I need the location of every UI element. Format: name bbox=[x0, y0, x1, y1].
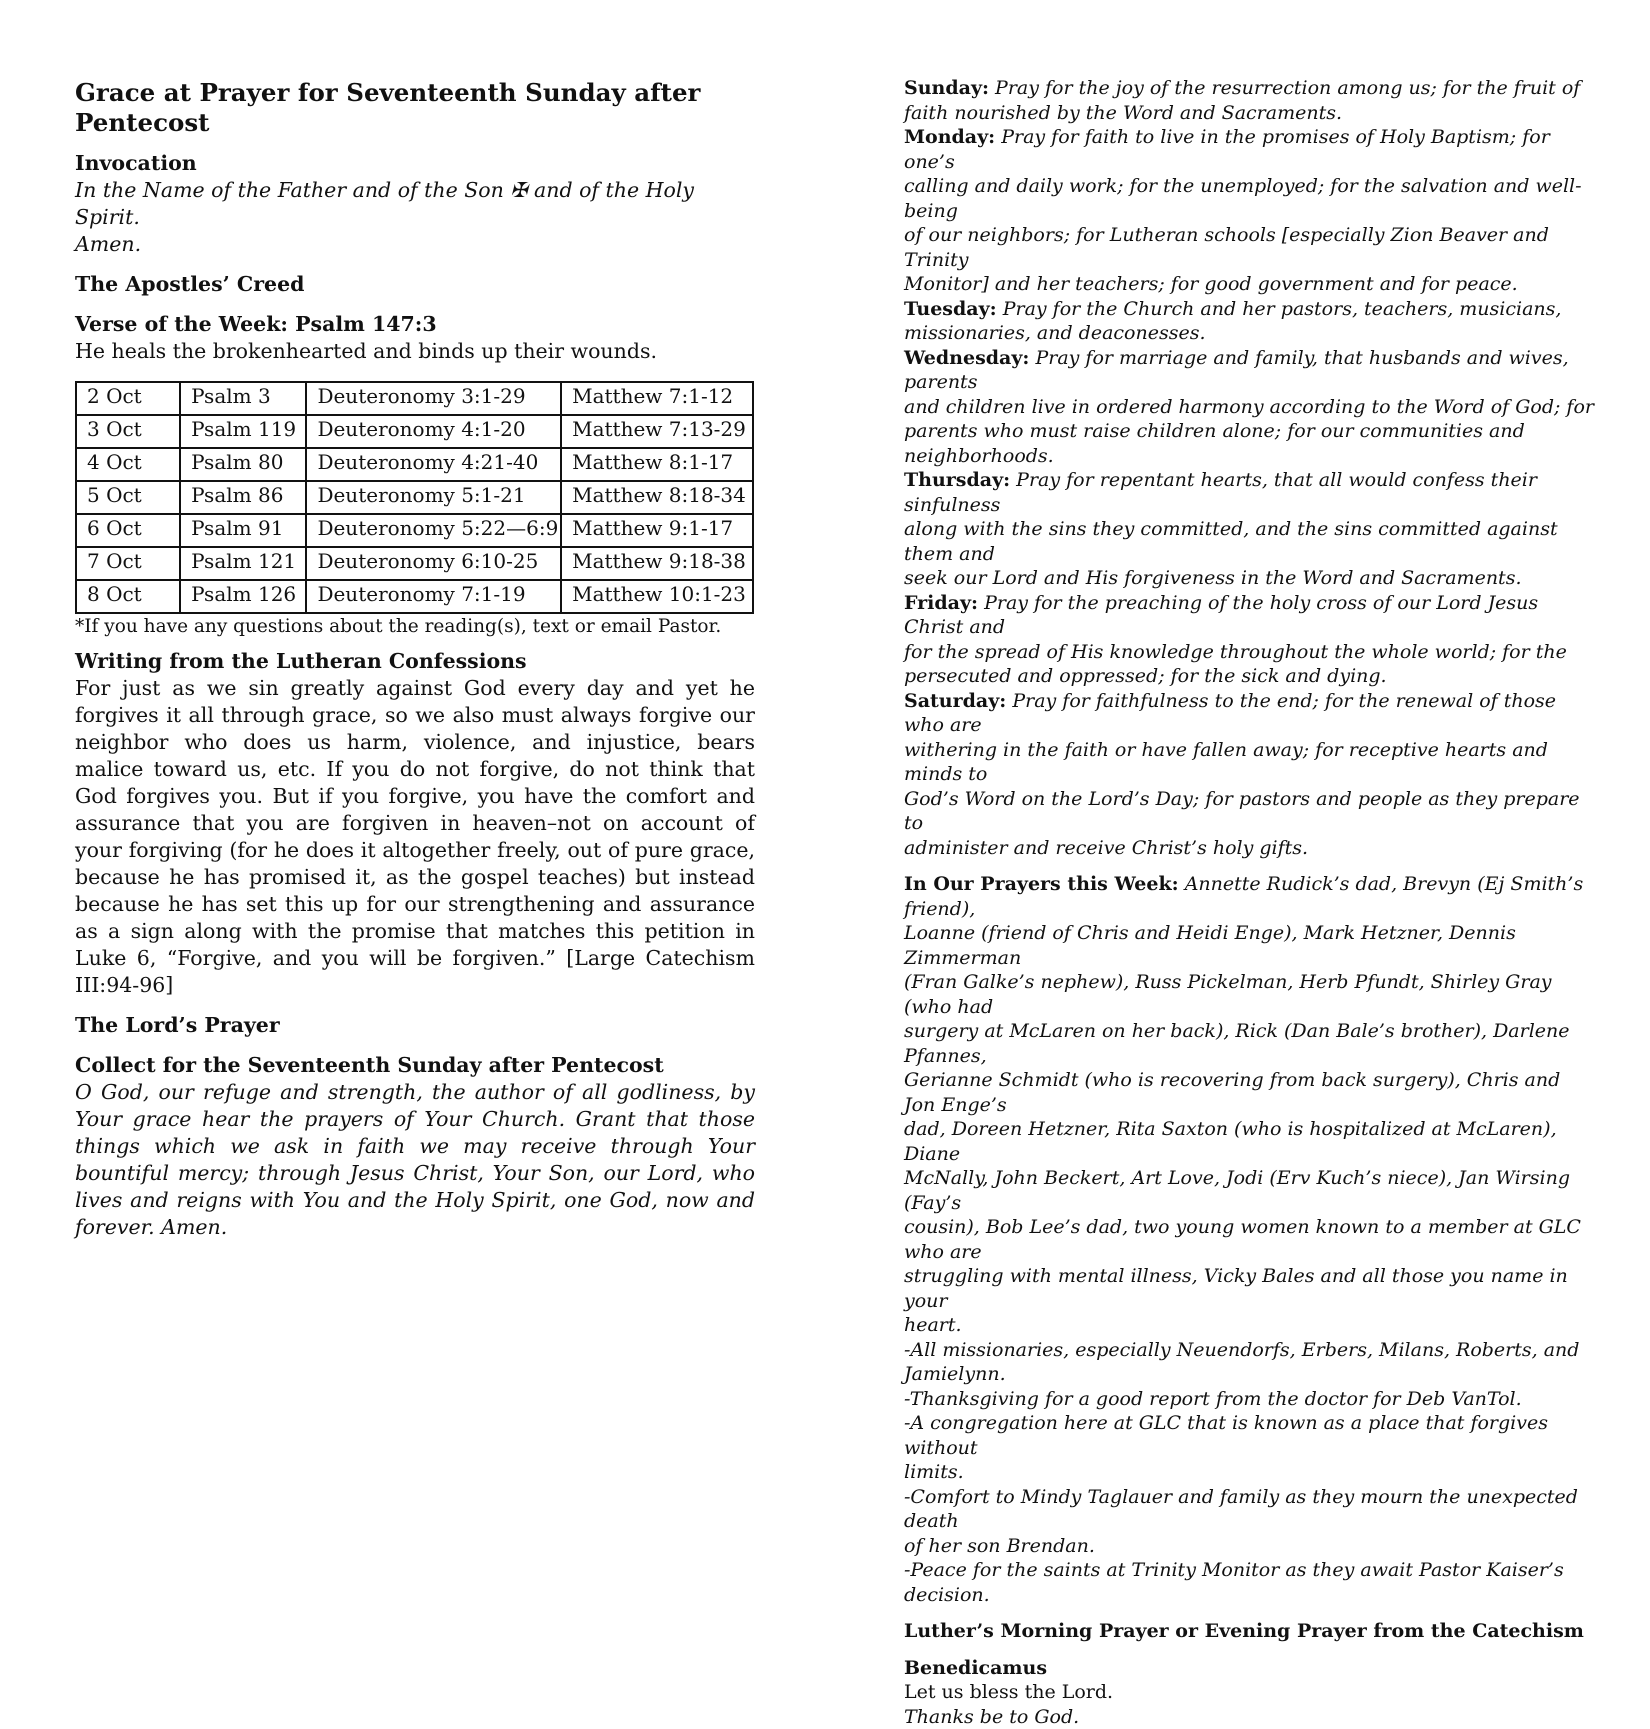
table-row bbox=[76, 382, 753, 415]
daily-prayers bbox=[904, 76, 1594, 860]
reading-psalm: Psalm 91 bbox=[180, 514, 306, 547]
day-prayer-line: missionaries, and deaconesses. bbox=[904, 322, 1206, 344]
day-prayer bbox=[904, 689, 1594, 861]
day-label: Wednesday: bbox=[904, 347, 1029, 369]
table-row bbox=[76, 481, 753, 514]
day-prayer-line: God’s Word on the Lord’s Day; for pastors and people as they prepare to bbox=[904, 788, 1580, 835]
prayer-line: dad, Doreen Hetzner, Rita Saxton (who is hospitalized at McLaren), Diane bbox=[904, 1117, 1594, 1166]
reading-psalm: Psalm 86 bbox=[180, 481, 306, 514]
reading-date: 3 Oct bbox=[76, 415, 180, 448]
day-prayer bbox=[904, 468, 1594, 591]
day-prayer-line: administer and receive Christ’s holy gifts. bbox=[904, 837, 1308, 859]
day-label: Saturday: bbox=[904, 690, 1006, 712]
day-prayer bbox=[904, 125, 1594, 297]
table-row bbox=[76, 415, 753, 448]
reading-ot: Deuteronomy 5:22—6:9 bbox=[306, 514, 561, 547]
reading-psalm: Psalm 80 bbox=[180, 448, 306, 481]
prayer-list bbox=[904, 872, 1594, 1607]
reading-ot: Deuteronomy 5:1-21 bbox=[306, 481, 561, 514]
day-label: Sunday: bbox=[904, 77, 989, 99]
reading-date: 5 Oct bbox=[76, 481, 180, 514]
reading-nt: Matthew 7:1-12 bbox=[561, 382, 753, 415]
day-prayer-line: and children live in ordered harmony according to the Word of God; for bbox=[904, 396, 1594, 418]
table-row bbox=[76, 448, 753, 481]
prayer-line: heart. bbox=[904, 1313, 1594, 1338]
table-row bbox=[76, 580, 753, 613]
reading-psalm: Psalm 126 bbox=[180, 580, 306, 613]
confessions-text: For just as we sin greatly against God every day and yet he forgives it all through grace, so we also must always forgive our neighbor who does us harm, violence, and injustice, bears malice toward us, etc. If you do not forgive, do not think that God forgives you. But if you forgive, you have the comfort and assurance that you are forgiven in heaven–not on account of your forgiving (for he does it altogether freely, out of pure grace, because he has promised it, as the gospel teaches) but instead because he has set this up for our strengthening and assurance as a sign along with the promise that matches this petition in Luke 6, “Forgive, and you will be forgiven.” [Large Catechism III:94-96] bbox=[75, 675, 755, 999]
day-label: Friday: bbox=[904, 592, 978, 614]
benedicamus-response: Thanks be to God. bbox=[904, 1705, 1594, 1729]
prayer-line: (Fran Galke’s nephew), Russ Pickelman, Herb Pfundt, Shirley Gray (who had bbox=[904, 970, 1594, 1019]
prayer-line: Annette Rudick’s dad, Brevyn (Ej Smith’s friend), bbox=[904, 873, 1583, 920]
invocation-heading: Invocation bbox=[75, 150, 755, 177]
reading-nt: Matthew 9:18-38 bbox=[561, 547, 753, 580]
prayer-line: struggling with mental illness, Vicky Bales and all those you name in your bbox=[904, 1264, 1594, 1313]
reading-psalm: Psalm 121 bbox=[180, 547, 306, 580]
prayer-line: cousin), Bob Lee’s dad, two young women known to a member at GLC who are bbox=[904, 1215, 1594, 1264]
right-page bbox=[904, 76, 1594, 1729]
reading-nt: Matthew 8:18-34 bbox=[561, 481, 753, 514]
reading-ot: Deuteronomy 4:1-20 bbox=[306, 415, 561, 448]
readings-note: *If you have any questions about the reading(s), text or email Pastor. bbox=[75, 616, 755, 638]
reading-nt: Matthew 10:1-23 bbox=[561, 580, 753, 613]
creed-heading: The Apostles’ Creed bbox=[75, 271, 755, 298]
prayer-line: surgery at McLaren on her back), Rick (Dan Bale’s brother), Darlene Pfannes, bbox=[904, 1019, 1594, 1068]
prayer-line: of her son Brendan. bbox=[904, 1534, 1594, 1559]
reading-date: 4 Oct bbox=[76, 448, 180, 481]
prayer-line: Gerianne Schmidt (who is recovering from back surgery), Chris and Jon Enge’s bbox=[904, 1068, 1594, 1117]
reading-date: 6 Oct bbox=[76, 514, 180, 547]
day-label: Monday: bbox=[904, 126, 995, 148]
collect-heading: Collect for the Seventeenth Sunday after Pentecost bbox=[75, 1052, 755, 1079]
reading-ot: Deuteronomy 7:1-19 bbox=[306, 580, 561, 613]
reading-nt: Matthew 9:1-17 bbox=[561, 514, 753, 547]
table-row bbox=[76, 547, 753, 580]
benedicamus-heading: Benedicamus bbox=[904, 1656, 1594, 1681]
reading-ot: Deuteronomy 3:1-29 bbox=[306, 382, 561, 415]
day-prayer-line: Pray for the Church and her pastors, teachers, musicians, bbox=[1003, 298, 1562, 320]
reading-nt: Matthew 7:13-29 bbox=[561, 415, 753, 448]
reading-psalm: Psalm 3 bbox=[180, 382, 306, 415]
reading-date: 2 Oct bbox=[76, 382, 180, 415]
prayer-line: limits. bbox=[904, 1460, 1594, 1485]
day-prayer-line: Pray for repentant hearts, that all would confess their sinfulness bbox=[904, 469, 1537, 516]
day-prayer bbox=[904, 76, 1594, 125]
morning-prayer-heading: Luther’s Morning Prayer or Evening Prayer from the Catechism bbox=[904, 1619, 1594, 1644]
day-prayer-line: persecuted and oppressed; for the sick and dying. bbox=[904, 665, 1387, 687]
prayer-line: McNally, John Beckert, Art Love, Jodi (Erv Kuch’s niece), Jan Wirsing (Fay’s bbox=[904, 1166, 1594, 1215]
reading-ot: Deuteronomy 4:21-40 bbox=[306, 448, 561, 481]
prayer-line: -Comfort to Mindy Taglauer and family as they mourn the unexpected death bbox=[904, 1485, 1594, 1534]
day-prayer bbox=[904, 346, 1594, 469]
prayer-line: Jamielynn. bbox=[904, 1362, 1594, 1387]
prayer-line: Loanne (friend of Chris and Heidi Enge), Mark Hetzner, Dennis Zimmerman bbox=[904, 921, 1594, 970]
day-label: Tuesday: bbox=[904, 298, 997, 320]
day-label: Thursday: bbox=[904, 469, 1010, 491]
confessions-heading: Writing from the Lutheran Confessions bbox=[75, 648, 755, 675]
reading-date: 8 Oct bbox=[76, 580, 180, 613]
day-prayer-line: for the spread of His knowledge throughout the whole world; for the bbox=[904, 641, 1567, 663]
reading-psalm: Psalm 119 bbox=[180, 415, 306, 448]
lords-prayer-heading: The Lord’s Prayer bbox=[75, 1012, 755, 1039]
day-prayer-line: along with the sins they committed, and the sins committed against them and bbox=[904, 518, 1558, 565]
benedicamus-versicle: Let us bless the Lord. bbox=[904, 1680, 1594, 1705]
collect-text: O God, our refuge and strength, the author of all godliness, by Your grace hear the prayers of Your Church. Grant that those things which we ask in faith we may receive through Your bountiful mercy; through Jesus Christ, Your Son, our Lord, who lives and reigns with You and the Holy Spirit, one God, now and forever. Amen. bbox=[75, 1079, 755, 1241]
prayer-line: -A congregation here at GLC that is known as a place that forgives without bbox=[904, 1411, 1594, 1460]
day-prayer bbox=[904, 297, 1594, 346]
day-prayer-line: Pray for faith to live in the promises of Holy Baptism; for one’s bbox=[904, 126, 1550, 173]
prayer-line: -Thanksgiving for a good report from the doctor for Deb VanTol. bbox=[904, 1387, 1594, 1412]
day-prayer-line: parents who must raise children alone; for our communities and bbox=[904, 420, 1525, 442]
day-prayer-line: faith nourished by the Word and Sacraments. bbox=[904, 102, 1342, 124]
verse-heading: Verse of the Week: Psalm 147:3 bbox=[75, 311, 755, 338]
day-prayer-line: of our neighbors; for Lutheran schools [especially Zion Beaver and Trinity bbox=[904, 224, 1549, 271]
day-prayer-line: Pray for the joy of the resurrection among us; for the fruit of bbox=[995, 77, 1580, 99]
day-prayer-line: Pray for faithfulness to the end; for the renewal of those who are bbox=[904, 690, 1556, 737]
prayer-line: -Peace for the saints at Trinity Monitor as they await Pastor Kaiser’s decision. bbox=[904, 1558, 1594, 1607]
day-prayer-line: seek our Lord and His forgiveness in the Word and Sacraments. bbox=[904, 567, 1521, 589]
day-prayer-line: withering in the faith or have fallen away; for receptive hearts and minds to bbox=[904, 739, 1548, 786]
page-title: Grace at Prayer for Seventeenth Sunday after Pentecost bbox=[75, 78, 755, 138]
readings-table bbox=[75, 381, 754, 614]
day-prayer-line: calling and daily work; for the unemployed; for the salvation and well-being bbox=[904, 175, 1582, 222]
day-prayer-line: Pray for the preaching of the holy cross of our Lord Jesus Christ and bbox=[904, 592, 1538, 639]
invocation-amen: Amen. bbox=[75, 231, 755, 258]
day-prayer-line: Monitor] and her teachers; for good government and for peace. bbox=[904, 273, 1518, 295]
day-prayer bbox=[904, 591, 1594, 689]
reading-ot: Deuteronomy 6:10-25 bbox=[306, 547, 561, 580]
prayer-line: -All missionaries, especially Neuendorfs, Erbers, Milans, Roberts, and bbox=[904, 1338, 1594, 1363]
prayers-label: In Our Prayers this Week: bbox=[904, 873, 1179, 895]
verse-text: He heals the brokenhearted and binds up their wounds. bbox=[75, 338, 755, 365]
left-page bbox=[75, 78, 755, 1241]
day-prayer-line: neighborhoods. bbox=[904, 445, 1054, 467]
reading-nt: Matthew 8:1-17 bbox=[561, 448, 753, 481]
table-row bbox=[76, 514, 753, 547]
day-prayer-line: Pray for marriage and family, that husbands and wives, parents bbox=[904, 347, 1569, 394]
reading-date: 7 Oct bbox=[76, 547, 180, 580]
invocation-text: In the Name of the Father and of the Son ✠ and of the Holy Spirit. bbox=[75, 177, 755, 231]
